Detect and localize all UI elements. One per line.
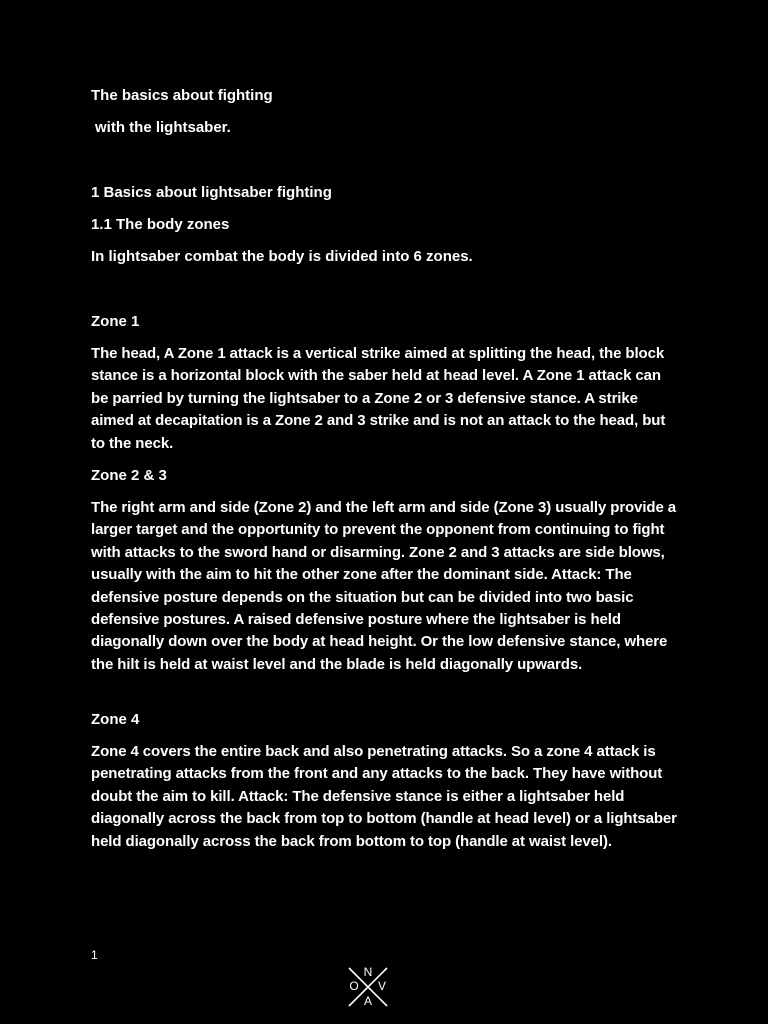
zone-1-heading: Zone 1 bbox=[91, 313, 140, 330]
nova-logo bbox=[346, 966, 390, 1008]
section-heading: 1 Basics about lightsaber fighting bbox=[91, 184, 332, 201]
page-number: 1 bbox=[91, 948, 98, 962]
intro-paragraph: In lightsaber combat the body is divided into 6 zones. bbox=[91, 248, 473, 265]
logo-letter-o: O bbox=[349, 979, 359, 993]
zone-1-paragraph: The head, A Zone 1 attack is a vertical strike aimed at splitting the head, the block stance is a horizontal block with the saber held at head level. A Zone 1 attack can be parried by turning the lightsaber to a Zone 2 or 3 defensive stance. A strike aimed at decapitation is a Zone 2 and 3 strike and is not an attack to the head, but to the neck. bbox=[91, 345, 666, 452]
logo-letter-n: N bbox=[363, 965, 373, 979]
logo-letter-v: V bbox=[377, 979, 386, 993]
subsection-heading: 1.1 The body zones bbox=[91, 216, 230, 233]
zone-4-paragraph: Zone 4 covers the entire back and also penetrating attacks. So a zone 4 attack is penetrating attacks from the front and any attacks to the back. They have without doubt the aim to kill. Attack: The defensive stance is either a lightsaber held diagonally across the back from top to bottom (handle at head level) or a lightsaber held diagonally across the back from bottom to top (handle at waist level). bbox=[91, 743, 677, 850]
zone-4-heading: Zone 4 bbox=[91, 711, 140, 728]
zone-2-3-heading: Zone 2 & 3 bbox=[91, 467, 167, 484]
logo-letter-a: A bbox=[363, 994, 372, 1008]
zone-2-3-paragraph: The right arm and side (Zone 2) and the left arm and side (Zone 3) usually provide a larger target and the opportunity to prevent the opponent from continuing to fight with attacks to the sword hand or disarming. Zone 2 and 3 attacks are side blows, usually with the aim to hit the other zone after the dominant side. Attack: The defensive posture depends on the situation but can be divided into two basic defensive postures. A raised defensive posture where the lightsaber is held diagonally down over the body at head height. Or the low defensive stance, where the hilt is held at waist level and the blade is held diagonally upwards. bbox=[91, 499, 677, 673]
title-line-1: The basics about fighting bbox=[91, 87, 273, 104]
title-line-2: with the lightsaber. bbox=[95, 119, 231, 136]
